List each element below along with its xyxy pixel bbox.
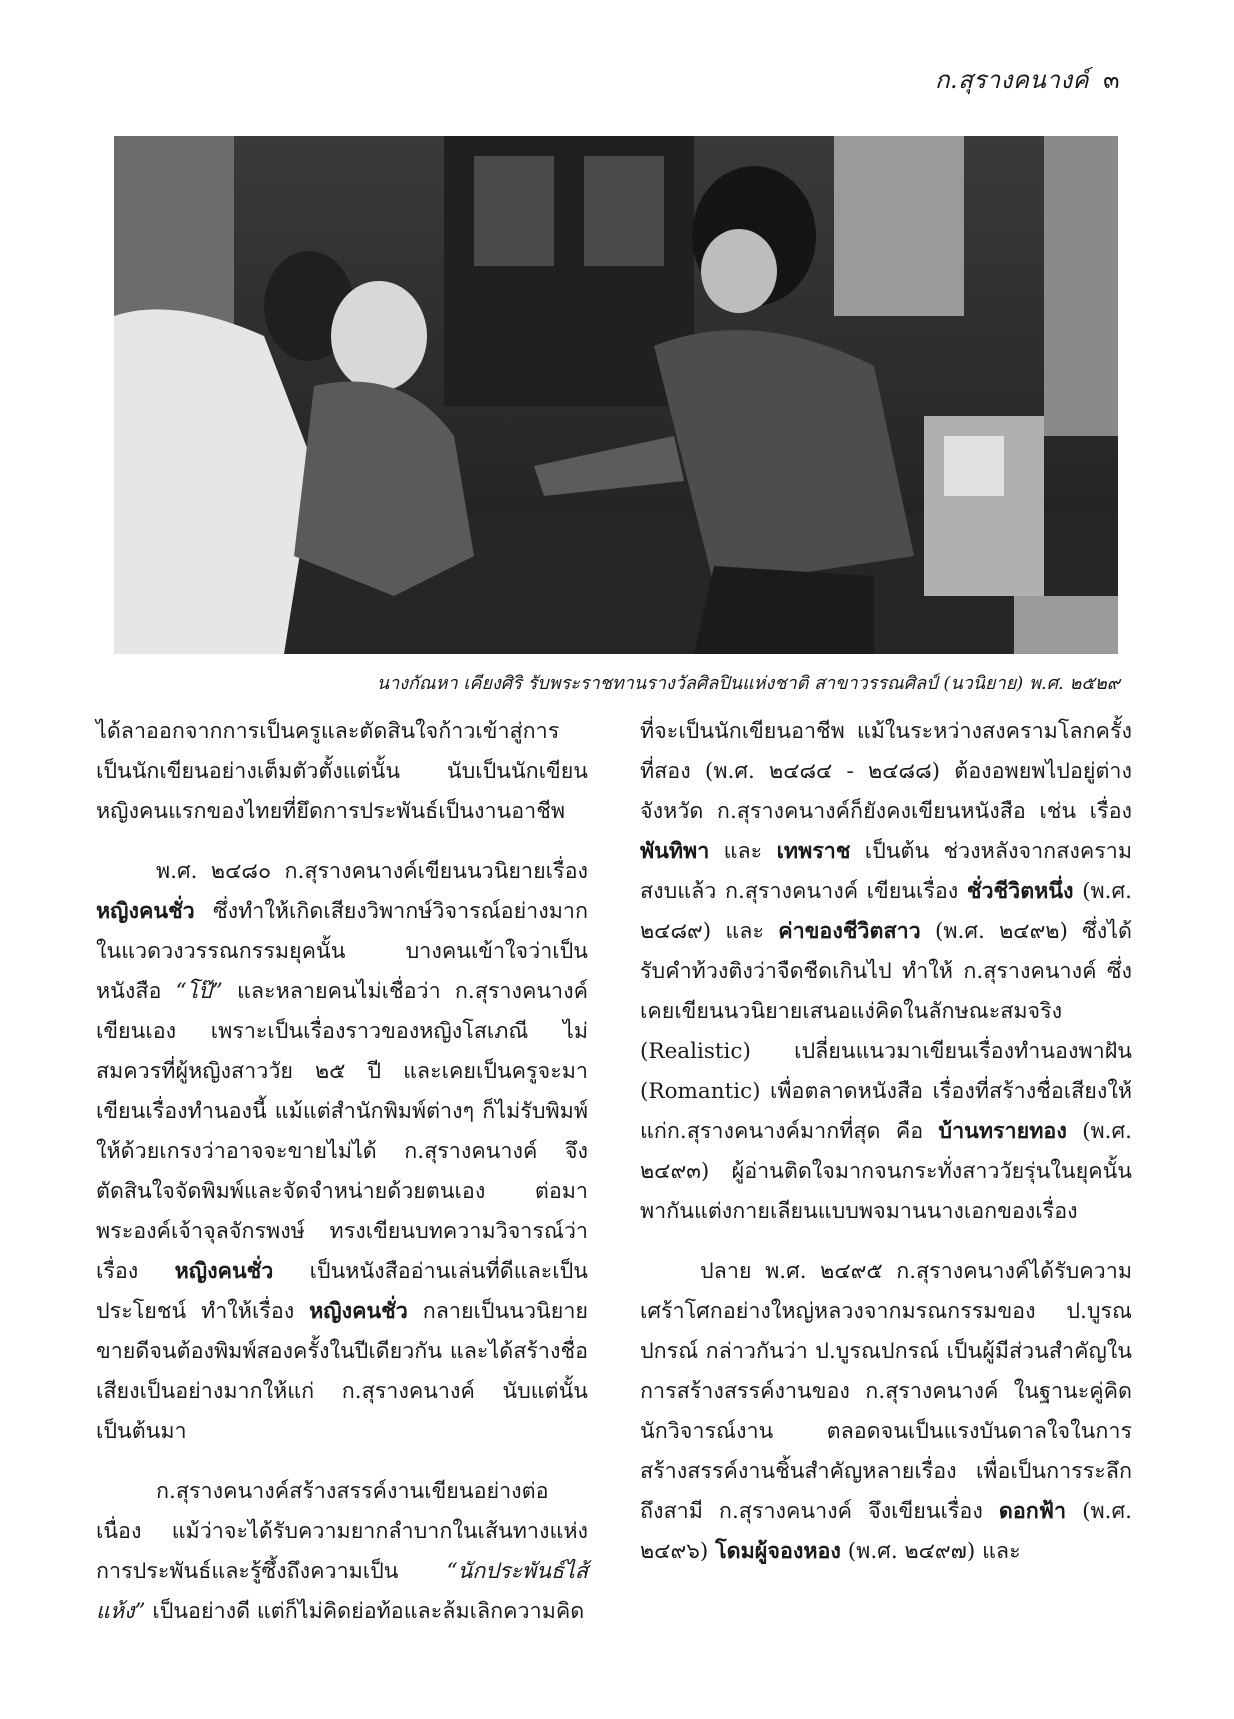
book-title-ying-kon-chua-2: หญิงคนชั่ว — [174, 1259, 274, 1284]
right-paragraph-1: ที่จะเป็นนักเขียนอาชีพ แม้ในระหว่างสงครามโลกครั้งที่สอง (พ.ศ. ๒๔๘๔ - ๒๔๘๘) ต้องอพยพไปอยู่ต่างจังหวัด ก.สุรางคนางค์ก็ยังคงเขียนหนังสือ เช่น เรื่อง พันทิพา และ เทพราช เป็นต้น ช่วงหลังจากสงครามสงบแล้ว ก.สุรางคนางค์ เขียนเรื่อง ชั่วชีวิตหนึ่ง (พ.ศ. ๒๔๘๙) และ ค่าของชีวิตสาว (พ.ศ. ๒๔๙๒) ซึ่งได้รับคำท้วงติงว่าจืดชืดเกินไป ทำให้ ก.สุรางคนางค์ ซึ่งเคยเขียนนวนิยายเสนอแง่คิดในลักษณะสมจริง (Realistic) เปลี่ยนแนวมาเขียนเรื่องทำนองพาฝัน (Romantic) เพื่อตลาดหนังสือ เรื่องที่สร้างชื่อเสียงให้แก่ก.สุรางคนางค์มากที่สุด คือ บ้านทรายทอง (พ.ศ. ๒๔๙๓) ผู้อ่านติดใจมากจนกระทั่งสาววัยรุ่นในยุคนั้นพากันแต่งกายเลียนแบบพจมานนางเอกของเรื่อง — [640, 719, 1133, 1224]
book-title-chua-chiwit-nueng: ชั่วชีวิตหนึ่ง — [966, 879, 1074, 904]
photo-caption: นางกัณหา เคียงศิริ รับพระราชทานรางวัลศิลปินแห่งชาติ สาขาวรรณศิลป์ (นวนิยาย) พ.ศ. ๒๕๒๙ — [376, 673, 1120, 694]
book-title-ying-kon-chua-3: หญิงคนชั่ว — [309, 1299, 408, 1324]
book-title-kha-khong-chiwit-sao: ค่าของชีวิตสาว — [778, 919, 921, 944]
book-title-ying-kon-chua: หญิงคนชั่ว — [96, 899, 195, 924]
quote-nak-prapan: “นักประพันธ์ไส้แห้ง” — [96, 1559, 588, 1624]
award-photo — [114, 136, 1118, 654]
left-paragraph-1: ได้ลาออกจากการเป็นครูและตัดสินใจก้าวเข้าสู่การเป็นนักเขียนอย่างเต็มตัวตั้งแต่นั้น นับเป็นนักเขียนหญิงคนแรกของไทยที่ยึดการประพันธ์เป็นงานอาชีพ — [96, 719, 588, 824]
left-column — [96, 712, 588, 1652]
left-paragraph-3: ก.สุรางคนางค์สร้างสรรค์งานเขียนอย่างต่อเนื่อง แม้ว่าจะได้รับความยากลำบากในเส้นทางแห่งการประพันธ์และรู้ซึ้งถึงความเป็น “นักประพันธ์ไส้แห้ง” เป็นอย่างดี แต่ก็ไม่คิดย่อท้อและล้มเลิกความคิด — [96, 1479, 588, 1624]
book-title-dome-phu-jong-hong: โดมผู้จองหอง — [715, 1539, 841, 1564]
right-column — [640, 712, 1132, 1592]
award-photo-illustration — [114, 136, 1118, 654]
book-title-dok-fa: ดอกฟ้า — [998, 1499, 1067, 1524]
book-title-pantipa: พันทิพา — [640, 839, 710, 864]
book-title-tepparat: เทพราช — [776, 839, 851, 864]
right-paragraph-2: ปลาย พ.ศ. ๒๔๙๕ ก.สุรางคนางค์ได้รับความเศร้าโศกอย่างใหญ่หลวงจากมรณกรรมของ ป.บูรณปกรณ์ กล่าวกันว่า ป.บูรณปกรณ์ เป็นผู้มีส่วนสำคัญในการสร้างสรรค์งานของ ก.สุรางคนางค์ ในฐานะคู่คิดนักวิจารณ์งาน ตลอดจนเป็นแรงบันดาลใจในการสร้างสรรค์งานชิ้นสำคัญหลายเรื่อง เพื่อเป็นการระลึกถึงสามี ก.สุรางคนางค์ จึงเขียนเรื่อง ดอกฟ้า (พ.ศ. ๒๔๙๖) โดมผู้จองหอง (พ.ศ. ๒๔๙๗) และ — [640, 1259, 1132, 1564]
page-number: ๓ — [1103, 66, 1120, 94]
book-title-ban-sai-thong: บ้านทรายทอง — [938, 1119, 1067, 1144]
left-paragraph-2: พ.ศ. ๒๔๘๐ ก.สุรางคนางค์เขียนนวนิยายเรื่อง หญิงคนชั่ว ซึ่งทำให้เกิดเสียงวิพากษ์วิจารณ์อย่างมากในแวดวงวรรณกรรมยุคนั้น บางคนเข้าใจว่าเป็นหนังสือ “โป๊” และหลายคนไม่เชื่อว่า ก.สุรางคนางค์เขียนเอง เพราะเป็นเรื่องราวของหญิงโสเภณี ไม่สมควรที่ผู้หญิงสาววัย ๒๕ ปี และเคยเป็นครูจะมาเขียนเรื่องทำนองนี้ แม้แต่สำนักพิมพ์ต่างๆ ก็ไม่รับพิมพ์ให้ด้วยเกรงว่าอาจจะขายไม่ได้ ก.สุรางคนางค์ จึงตัดสินใจจัดพิมพ์และจัดจำหน่ายด้วยตนเอง ต่อมาพระองค์เจ้าจุลจักรพงษ์ ทรงเขียนบทความวิจารณ์ว่าเรื่อง หญิงคนชั่ว เป็นหนังสืออ่านเล่นที่ดีและเป็นประโยชน์ ทำให้เรื่อง หญิงคนชั่ว กลายเป็นนวนิยายขายดีจนต้องพิมพ์สองครั้งในปีเดียวกัน และได้สร้างชื่อเสียงเป็นอย่างมากให้แก่ ก.สุรางคนางค์ นับแต่นั้นเป็นต้นมา — [96, 859, 588, 1444]
quote-po: “โป๊” — [175, 979, 223, 1004]
running-header — [935, 60, 1120, 99]
header-title: ก.สุรางคนางค์ — [934, 66, 1090, 94]
